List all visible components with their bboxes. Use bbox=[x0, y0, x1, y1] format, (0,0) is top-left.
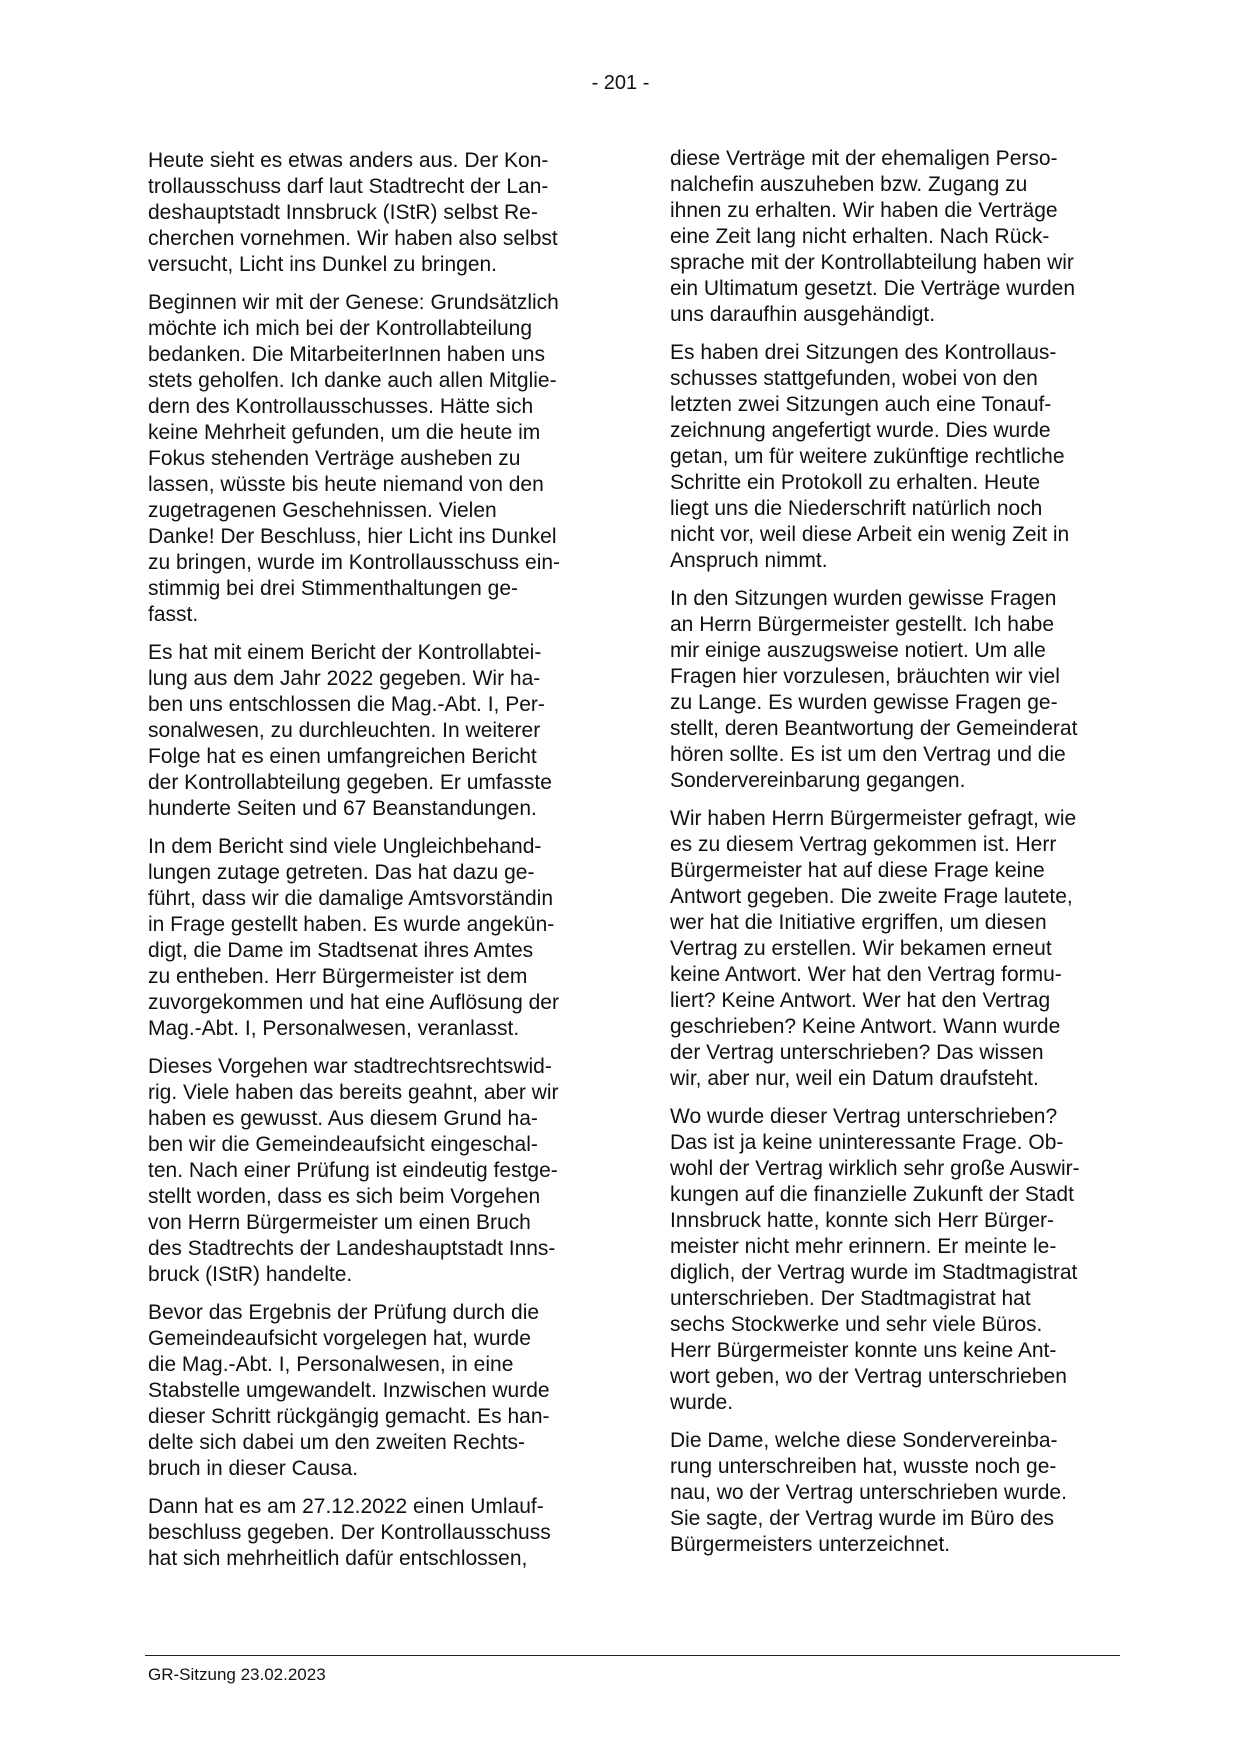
right-column bbox=[670, 146, 1118, 1570]
paragraph: Dieses Vorgehen war stadtrechtsrechtswid- rig. Viele haben das bereits geahnt, aber wir haben es gewusst. Aus diesem Grund ha- ben wir die Gemeindeaufsicht eingeschal- ten. Nach einer Prüfung ist eindeutig festge- stellt worden, dass es sich beim Vorgehen von Herrn Bürgermeister um einen Bruch des Stadtrechts der Landeshauptstadt Inns- bruck (IStR) handelte. bbox=[148, 1055, 559, 1286]
paragraph: Bevor das Ergebnis der Prüfung durch die Gemeindeaufsicht vorgelegen hat, wurde die Mag.-Abt. I, Personalwesen, in eine Stabstelle umgewandelt. Inzwischen wurde dieser Schritt rückgängig gemacht. Es han- delte sich dabei um den zweiten Rechts- bruch in dieser Causa. bbox=[148, 1301, 550, 1480]
paragraph: Dann hat es am 27.12.2022 einen Umlauf- beschluss gegeben. Der Kontrollausschuss hat sich mehrheitlich dafür entschlossen, bbox=[148, 1495, 551, 1570]
footer-divider bbox=[145, 1655, 1120, 1656]
paragraph: Beginnen wir mit der Genese: Grundsätzlich möchte ich mich bei der Kontrollabteilung bedanken. Die MitarbeiterInnen haben uns stets geholfen. Ich danke auch allen Mitglie- dern des Kontrollausschusses. Hätte sich keine Mehrheit gefunden, um die heute im Fokus stehenden Verträge ausheben zu lassen, wüsste bis heute niemand von den zugetragenen Geschehnissen. Vielen Danke! Der Beschluss, hier Licht ins Dunkel zu bringen, wurde im Kontrollausschuss ein- stimmig bei drei Stimmenthaltungen ge- fasst. bbox=[148, 291, 561, 626]
paragraph: In den Sitzungen wurden gewisse Fragen an Herrn Bürgermeister gestellt. Ich habe mir einige auszugsweise notiert. Um alle Fragen hier vorzulesen, bräuchten wir viel zu Lange. Es wurden gewisse Fragen ge- stellt, deren Beantwortung der Gemeinderat hören sollte. Es ist um den Vertrag und die Sondervereinbarung gegangen. bbox=[670, 587, 1078, 792]
paragraph: Wir haben Herrn Bürgermeister gefragt, wie es zu diesem Vertrag gekommen ist. Herr Bürgermeister hat auf diese Frage keine Antwort gegeben. Die zweite Frage lautete, wer hat die Initiative ergriffen, um diesen Vertrag zu erstellen. Wir bekamen erneut keine Antwort. Wer hat den Vertrag formu- liert? Keine Antwort. Wer hat den Vertrag geschrieben? Keine Antwort. Wann wurde der Vertrag unterschrieben? Das wissen wir, aber nur, weil ein Datum draufsteht. bbox=[670, 807, 1077, 1090]
paragraph: Es hat mit einem Bericht der Kontrollabtei- lung aus dem Jahr 2022 gegeben. Wir ha- ben uns entschlossen die Mag.-Abt. I, Per- sonalwesen, zu durchleuchten. In weiterer Folge hat es einen umfangreichen Bericht der Kontrollabteilung gegeben. Er umfasste hunderte Seiten und 67 Beanstandungen. bbox=[148, 641, 552, 820]
footer-session-date: GR-Sitzung 23.02.2023 bbox=[148, 1665, 326, 1684]
paragraph: diese Verträge mit der ehemaligen Perso- nalchefin auszuheben bzw. Zugang zu ihnen zu erhalten. Wir haben die Verträge eine Zeit lang nicht erhalten. Nach Rück- sprache mit der Kontrollabteilung haben wir ein Ultimatum gesetzt. Die Verträge wurden uns daraufhin ausgehändigt. bbox=[670, 147, 1076, 326]
paragraph: In dem Bericht sind viele Ungleichbehand- lungen zutage getreten. Das hat dazu ge- führt, dass wir die damalige Amtsvorständin in Frage gestellt haben. Es wurde angekün- digt, die Dame im Stadtsenat ihres Amtes zu entheben. Herr Bürgermeister ist dem zuvorgekommen und hat eine Auflösung der Mag.-Abt. I, Personalwesen, veranlasst. bbox=[148, 835, 559, 1040]
paragraph: Es haben drei Sitzungen des Kontrollaus- schusses stattgefunden, wobei von den letzten zwei Sitzungen auch eine Tonauf- zeichnung angefertigt wurde. Dies wurde getan, um für weitere zukünftige rechtliche Schritte ein Protokoll zu erhalten. Heute liegt uns die Niederschrift natürlich noch nicht vor, weil diese Arbeit ein wenig Zeit in Anspruch nimmt. bbox=[670, 341, 1070, 572]
paragraph: Wo wurde dieser Vertrag unterschrieben? Das ist ja keine uninteressante Frage. Ob- wohl der Vertrag wirklich sehr große Auswir- kungen auf die finanzielle Zukunft der Stadt Innsbruck hatte, konnte sich Herr Bürger- meister nicht mehr erinnern. Er meinte le- diglich, der Vertrag wurde im Stadtmagistrat unterschrieben. Der Stadtmagistrat hat sechs Stockwerke und sehr viele Büros. Herr Bürgermeister konnte uns keine Ant- wort geben, wo der Vertrag unterschrieben wurde. bbox=[670, 1105, 1080, 1414]
paragraph: Heute sieht es etwas anders aus. Der Kon- trollausschuss darf laut Stadtrecht der Lan- deshauptstadt Innsbruck (IStR) selbst Re- cherchen vornehmen. Wir haben also selbst versucht, Licht ins Dunkel zu bringen. bbox=[148, 149, 558, 276]
page-number: - 201 - bbox=[591, 72, 650, 94]
left-column bbox=[148, 148, 596, 1584]
paragraph: Die Dame, welche diese Sondervereinba- rung unterschreiben hat, wusste noch ge- nau, wo der Vertrag unterschrieben wurde. Sie sagte, der Vertrag wurde im Büro des Bürgermeisters unterzeichnet. bbox=[670, 1429, 1067, 1556]
